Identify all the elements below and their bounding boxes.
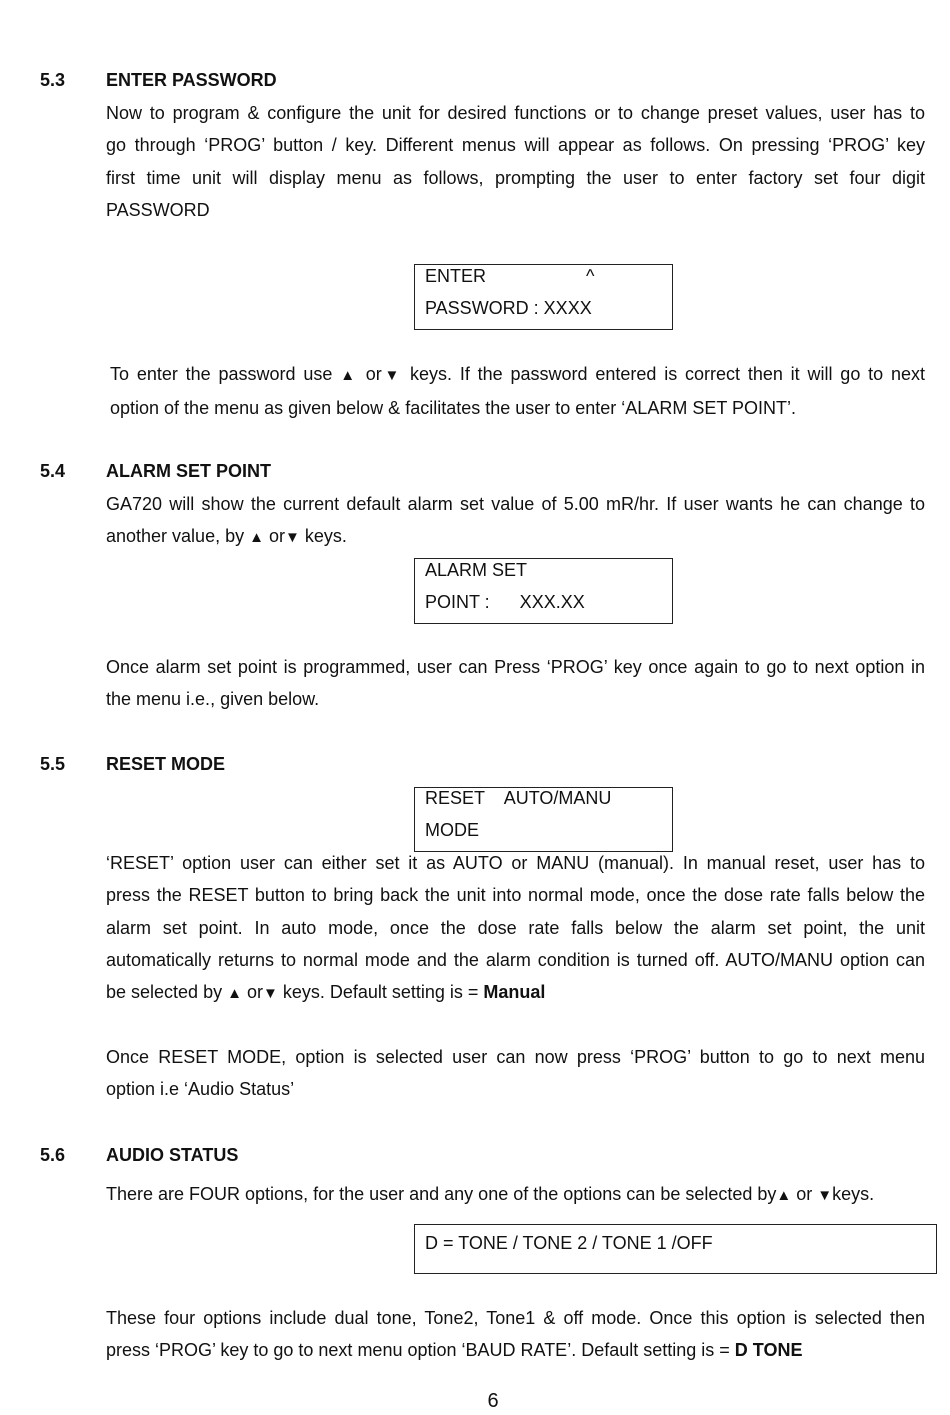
text-run: keys. <box>832 1184 875 1204</box>
text-line <box>106 520 925 554</box>
paragraph-audio-options <box>106 1302 925 1367</box>
paragraph-reset-next-option <box>106 1041 925 1106</box>
text-line: Once alarm set point is programmed, user can Press ‘PROG’ key once again to go to next option in <box>106 657 925 677</box>
text-run: another value, by <box>106 526 250 547</box>
section-number-5-6: 5.6 <box>40 1145 66 1165</box>
lcd-display-reset-mode <box>414 787 673 852</box>
text-run: There are FOUR options, for the user and any one of the options can be selected by <box>106 1184 777 1204</box>
text-run: keys. <box>299 526 347 547</box>
lcd-line-2: MODE <box>425 820 479 840</box>
down-arrow-icon: ▼ <box>381 367 403 384</box>
lcd-line-1: ENTER ^ <box>425 266 595 286</box>
lcd-line-1: D = TONE / TONE 2 / TONE 1 /OFF <box>425 1233 713 1253</box>
text-line: Once RESET MODE, option is selected user can now press ‘PROG’ button to go to next menu <box>106 1047 925 1067</box>
text-line <box>106 1178 936 1212</box>
down-arrow-icon: ▼ <box>817 1187 833 1204</box>
text-line: GA720 will show the current default alarm set value of 5.00 mR/hr. If user wants he can change to <box>106 494 925 514</box>
down-arrow-icon: ▼ <box>262 985 278 1003</box>
section-heading-reset-mode: RESET MODE <box>106 754 226 774</box>
text-run: press ‘PROG’ key to go to next menu option ‘BAUD RATE’. Default setting is = <box>106 1340 735 1361</box>
text-run: keys. If the password entered is correct then it will go to next <box>402 364 925 384</box>
text-line <box>106 1334 925 1366</box>
text-line: the menu i.e., given below. <box>106 689 320 710</box>
paragraph-reset-mode <box>106 847 925 1010</box>
text-line: alarm set point. In auto mode, once the dose rate falls below the alarm set point, the unit <box>106 917 925 938</box>
text-run: or <box>357 364 382 384</box>
default-value: Manual <box>483 982 546 1003</box>
text-line: option i.e ‘Audio Status’ <box>106 1079 295 1100</box>
up-arrow-icon: ▲ <box>249 529 264 547</box>
lcd-line-1: ALARM SET <box>425 560 528 580</box>
text-line: option of the menu as given below & facilitates the user to enter ‘ALARM SET POINT’. <box>110 398 797 419</box>
paragraph-password-entry <box>110 358 925 425</box>
up-arrow-icon: ▲ <box>227 985 242 1003</box>
text-line <box>110 358 925 392</box>
text-run: be selected by <box>106 982 228 1003</box>
lcd-line-2: POINT : XXX.XX <box>425 592 585 612</box>
page-number: 6 <box>487 1390 499 1412</box>
paragraph-audio-status <box>106 1178 936 1212</box>
lcd-display-alarm-set-point <box>414 558 673 624</box>
text-run: keys. Default setting is = <box>277 982 484 1003</box>
paragraph-alarm-set-point <box>106 488 925 555</box>
text-line: Now to program & configure the unit for desired functions or to change preset values, user has to <box>106 103 925 123</box>
text-line: go through ‘PROG’ button / key. Different menus will appear as follows. On pressing ‘PROG’ key <box>106 135 925 156</box>
up-arrow-icon: ▲ <box>340 367 358 384</box>
paragraph-enter-password-intro <box>106 97 925 226</box>
default-value: D TONE <box>734 1340 803 1361</box>
down-arrow-icon: ▼ <box>284 529 300 547</box>
section-number-5-5: 5.5 <box>40 754 66 774</box>
section-heading-alarm-set-point: ALARM SET POINT <box>106 461 271 481</box>
lcd-line-1: RESET AUTO/MANU <box>425 788 612 808</box>
text-run: To enter the password use <box>110 364 341 384</box>
up-arrow-icon: ▲ <box>776 1187 792 1204</box>
text-line: PASSWORD <box>106 199 210 220</box>
text-run: or <box>791 1184 818 1204</box>
text-line: automatically returns to normal mode and the alarm condition is turned off. AUTO/MANU option can <box>106 949 925 970</box>
section-heading-audio-status: AUDIO STATUS <box>106 1145 239 1165</box>
text-line: first time unit will display menu as follows, prompting the user to enter factory set four digit <box>106 167 925 188</box>
lcd-display-audio-status <box>414 1224 937 1274</box>
paragraph-alarm-next-option <box>106 651 925 716</box>
lcd-line-2: PASSWORD : XXXX <box>425 298 592 318</box>
section-number-5-3: 5.3 <box>40 70 66 90</box>
lcd-display-enter-password <box>414 264 673 330</box>
section-heading-enter-password: ENTER PASSWORD <box>106 70 277 90</box>
section-number-5-4: 5.4 <box>40 461 66 481</box>
text-line: These four options include dual tone, Tone2, Tone1 & off mode. Once this option is selected then <box>106 1308 925 1328</box>
text-line <box>106 976 925 1010</box>
text-run: or <box>263 526 285 547</box>
text-run: or <box>241 982 263 1003</box>
text-line: press the RESET button to bring back the unit into normal mode, once the dose rate falls below the <box>106 885 925 906</box>
text-line: ‘RESET’ option user can either set it as AUTO or MANU (manual). In manual reset, user has to <box>106 853 925 873</box>
